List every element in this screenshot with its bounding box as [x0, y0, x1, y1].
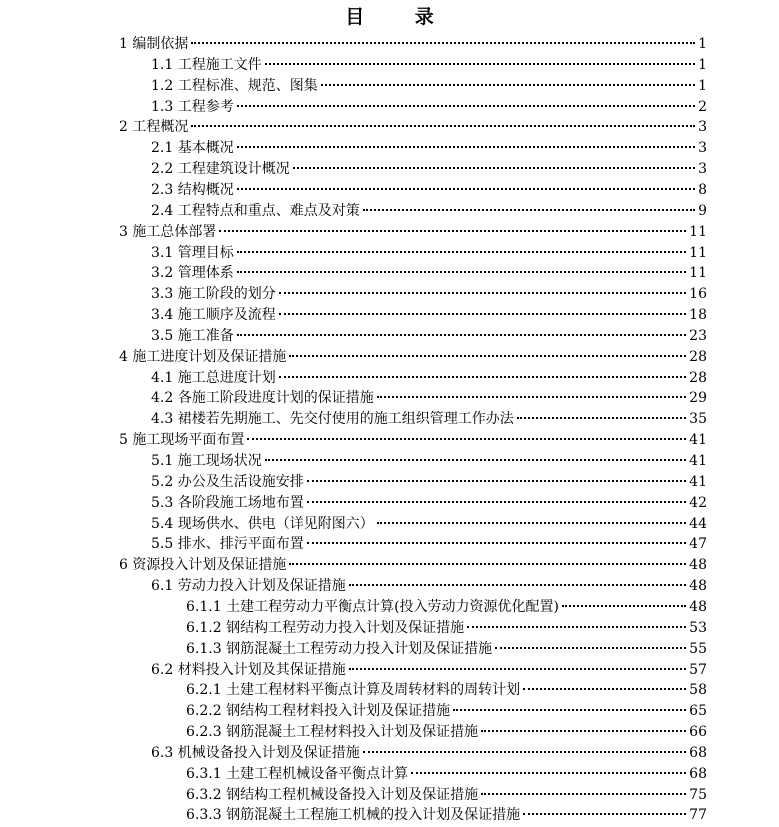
toc-entry[interactable] — [119, 222, 707, 243]
toc-entry[interactable] — [186, 722, 707, 743]
toc-entry[interactable] — [151, 201, 707, 222]
toc-leader-dots — [349, 584, 686, 586]
toc-entry-title: 6.2.2 钢结构工程材料投入计划及保证措施 — [186, 703, 451, 720]
toc-entry-title: 6.3.1 土建工程机械设备平衡点计算 — [186, 765, 409, 782]
toc-entry-title: 4 施工进度计划及保证措施 — [119, 348, 287, 365]
toc-leader-dots — [247, 438, 686, 440]
toc-leader-dots — [289, 563, 686, 565]
toc-entry-page: 28 — [689, 348, 707, 365]
toc-entry-page: 42 — [689, 494, 707, 511]
toc-entry-title: 3.1 管理目标 — [151, 244, 234, 261]
toc-entry[interactable] — [186, 805, 707, 826]
toc-entry-title: 6.2 材料投入计划及其保证措施 — [151, 661, 346, 678]
toc-entry-title: 3 施工总体部署 — [119, 223, 217, 240]
toc-leader-dots — [481, 730, 686, 732]
toc-leader-dots — [411, 772, 686, 774]
toc-entry-title: 5.5 排水、排污平面布置 — [151, 536, 304, 553]
toc-entry[interactable] — [151, 472, 707, 493]
toc-entry-title: 1 编制依据 — [119, 36, 189, 52]
toc-entry[interactable] — [151, 514, 707, 535]
toc-entry-page: 18 — [689, 307, 707, 324]
toc-entry-page: 35 — [689, 411, 707, 428]
toc-entry-title: 4.2 各施工阶段进度计划的保证措施 — [151, 390, 374, 407]
toc-leader-dots — [237, 251, 686, 253]
toc-leader-dots — [237, 271, 686, 273]
toc-entry-page: 3 — [698, 119, 707, 136]
toc-entry-title: 4.1 施工总进度计划 — [151, 369, 276, 386]
toc-entry-title: 5 施工现场平面布置 — [119, 432, 245, 449]
toc-entry-page: 58 — [689, 682, 707, 699]
toc-entry[interactable] — [186, 618, 707, 639]
toc-entry-page: 47 — [689, 536, 707, 553]
toc-entry-page: 66 — [689, 724, 707, 741]
toc-leader-dots — [377, 522, 686, 524]
toc-entry[interactable] — [151, 409, 707, 430]
toc-leader-dots — [481, 793, 686, 795]
toc-leader-dots — [523, 688, 686, 690]
toc-entry-page: 77 — [689, 807, 707, 824]
toc-entry[interactable] — [151, 743, 707, 764]
toc-leader-dots — [191, 42, 695, 44]
toc-entry[interactable] — [151, 284, 707, 305]
toc-leader-dots — [321, 84, 695, 86]
toc-leader-dots — [289, 355, 686, 357]
toc-entry-page: 41 — [689, 453, 707, 469]
toc-entry-page: 44 — [689, 515, 707, 532]
toc-entry-page: 16 — [689, 286, 707, 303]
toc-leader-dots — [363, 751, 686, 753]
toc-entry[interactable] — [151, 159, 707, 180]
toc-entry-page: 48 — [689, 598, 707, 615]
toc-leader-dots — [265, 63, 695, 65]
toc-leader-dots — [279, 376, 686, 378]
toc-entry[interactable] — [186, 764, 707, 785]
toc-entry-title: 2 工程概况 — [119, 119, 189, 136]
toc-entry[interactable] — [119, 34, 707, 55]
toc-entry[interactable] — [151, 243, 707, 264]
toc-entry-page: 75 — [689, 786, 707, 803]
toc-leader-dots — [349, 668, 686, 670]
toc-entry-page: 48 — [689, 578, 707, 595]
toc-leader-dots — [517, 417, 686, 419]
toc-entry-page: 28 — [689, 369, 707, 386]
toc-entry-page: 55 — [689, 640, 707, 657]
toc-entry-title: 3.3 施工阶段的划分 — [151, 286, 276, 303]
toc-entry[interactable] — [119, 555, 707, 576]
toc-entry-title: 5.1 施工现场状况 — [151, 453, 262, 469]
toc-leader-dots — [307, 480, 686, 482]
toc-leader-dots — [562, 605, 686, 607]
toc-entry-page: 9 — [698, 202, 707, 219]
toc-entry-title: 2.1 基本概况 — [151, 140, 234, 157]
toc-leader-dots — [363, 209, 695, 211]
toc-entry[interactable] — [151, 76, 707, 97]
toc-entry[interactable] — [119, 117, 707, 138]
toc-leader-dots — [377, 396, 686, 398]
toc-leader-dots — [307, 542, 686, 544]
toc-entry-page: 48 — [689, 557, 707, 574]
toc-entry-page: 68 — [689, 765, 707, 782]
toc-entry-title: 1.3 工程参考 — [151, 98, 234, 115]
toc-entry[interactable] — [186, 785, 707, 806]
toc-leader-dots — [237, 146, 695, 148]
toc-entry-page: 41 — [689, 473, 707, 490]
toc-leader-dots — [279, 292, 686, 294]
toc-leader-dots — [523, 813, 686, 815]
toc-entry[interactable] — [151, 180, 707, 201]
toc-entry[interactable] — [186, 597, 707, 618]
toc-entry-page: 29 — [689, 390, 707, 407]
toc-entry-page: 11 — [689, 265, 707, 282]
toc-entry[interactable] — [186, 639, 707, 660]
toc-entry[interactable] — [151, 451, 707, 472]
toc-leader-dots — [495, 647, 686, 649]
toc-entry-title: 6.2.1 土建工程材料平衡点计算及周转材料的周转计划 — [186, 682, 521, 699]
toc-entry[interactable] — [151, 660, 707, 681]
toc-leader-dots — [237, 188, 695, 190]
toc-leader-dots — [237, 105, 695, 107]
toc-entry[interactable] — [151, 493, 707, 514]
toc-entry-title: 6.2.3 钢筋混凝土工程材料投入计划及保证措施 — [186, 724, 479, 741]
toc-entry-page: 65 — [689, 703, 707, 720]
toc-entry-title: 5.4 现场供水、供电（详见附图六） — [151, 515, 374, 532]
toc-entry-page: 8 — [698, 181, 707, 198]
toc-entry-page: 23 — [689, 327, 707, 344]
toc-entry-page: 41 — [689, 432, 707, 449]
toc-entry-page: 2 — [698, 98, 707, 115]
toc-leader-dots — [219, 230, 686, 232]
toc-entry-title: 6.1.1 土建工程劳动力平衡点计算(投入劳动力资源优化配置) — [186, 598, 559, 615]
toc-entry-title: 3.5 施工准备 — [151, 327, 234, 344]
toc-entry-title: 6.3 机械设备投入计划及保证措施 — [151, 744, 360, 761]
toc-entry-page: 57 — [689, 661, 707, 678]
toc-entry-page: 1 — [698, 77, 707, 94]
toc-entry-title: 6.1.2 钢结构工程劳动力投入计划及保证措施 — [186, 619, 465, 636]
toc-entry-page: 1 — [698, 36, 707, 52]
toc-entry-title: 6.3.3 钢筋混凝土工程施工机械的投入计划及保证措施 — [186, 807, 521, 824]
toc-leader-dots — [237, 334, 686, 336]
toc-entry[interactable] — [151, 534, 707, 555]
toc-leader-dots — [453, 709, 686, 711]
toc-entry[interactable] — [119, 347, 707, 368]
toc-entry-title: 3.4 施工顺序及流程 — [151, 307, 276, 324]
toc-entry-title: 6 资源投入计划及保证措施 — [119, 557, 287, 574]
toc-entry-title: 5.3 各阶段施工场地布置 — [151, 494, 304, 511]
toc-entry[interactable] — [186, 680, 707, 701]
toc-entry[interactable] — [151, 138, 707, 159]
toc-entry[interactable] — [151, 388, 707, 409]
toc-entry-title: 3.2 管理体系 — [151, 265, 234, 282]
toc-leader-dots — [265, 459, 686, 461]
toc-entry-title: 4.3 裙楼若先期施工、先交付使用的施工组织管理工作办法 — [151, 411, 514, 428]
toc-entry-page: 68 — [689, 744, 707, 761]
toc-entry[interactable] — [119, 430, 707, 451]
toc-entry-page: 11 — [689, 223, 707, 240]
toc-entry-title: 5.2 办公及生活设施安排 — [151, 473, 304, 490]
toc-entry-page: 11 — [689, 244, 707, 261]
toc-entry[interactable] — [151, 368, 707, 389]
toc-leader-dots — [307, 501, 686, 503]
toc-entry[interactable] — [151, 263, 707, 284]
toc-entry[interactable] — [151, 576, 707, 597]
toc-entry[interactable] — [151, 55, 707, 76]
toc-leader-dots — [293, 167, 695, 169]
toc-leader-dots — [191, 125, 695, 127]
toc-leader-dots — [467, 626, 686, 628]
toc-entry[interactable] — [186, 701, 707, 722]
toc-entry-title: 6.3.2 钢结构工程机械设备投入计划及保证措施 — [186, 786, 479, 803]
toc-entry-title: 6.1 劳动力投入计划及保证措施 — [151, 578, 346, 595]
toc-leader-dots — [279, 313, 686, 315]
toc-entry-page: 3 — [698, 161, 707, 178]
toc-entry[interactable] — [151, 326, 707, 347]
toc-entry[interactable] — [151, 305, 707, 326]
toc-entry-page: 3 — [698, 140, 707, 157]
toc-entry-title: 6.1.3 钢筋混凝土工程劳动力投入计划及保证措施 — [186, 640, 493, 657]
toc-entry-title: 2.4 工程特点和重点、难点及对策 — [151, 202, 360, 219]
toc-entry-page: 1 — [698, 56, 707, 73]
toc-entry-title: 2.2 工程建筑设计概况 — [151, 161, 290, 178]
toc-entry-title: 1.2 工程标准、规范、图集 — [151, 77, 318, 94]
toc-entry-title: 2.3 结构概况 — [151, 181, 234, 198]
page-title: 目 录 — [345, 6, 456, 28]
toc-entry[interactable] — [151, 97, 707, 118]
toc-entry-page: 53 — [689, 619, 707, 636]
toc-entry-title: 1.1 工程施工文件 — [151, 56, 262, 73]
